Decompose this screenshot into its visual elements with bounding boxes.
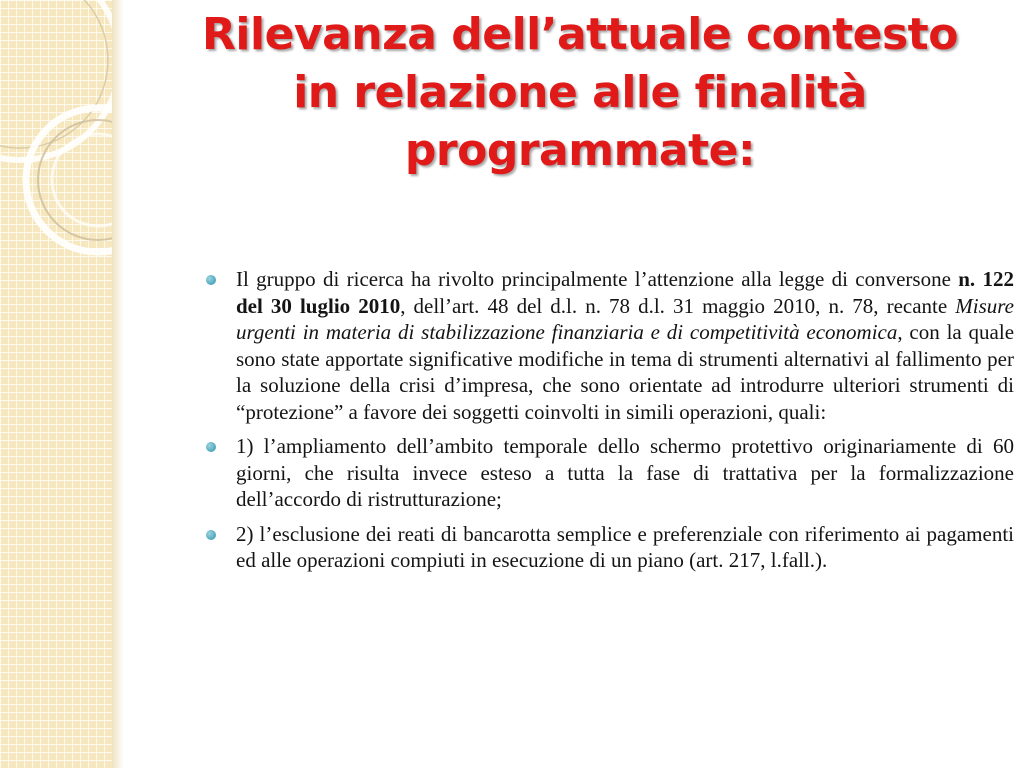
- title-line-1: Rilevanza dell’attuale contesto: [202, 9, 958, 60]
- sidebar-edge: [112, 0, 124, 768]
- decorative-sidebar: [0, 0, 112, 768]
- title-line-3: programmate:: [404, 125, 756, 176]
- bullet-2-text: 1) l’ampliamento dell’ambito temporale dello schermo protettivo originariamente di 60 giorni, che risulta invece esteso a tutta la fase di trattativa per la formalizzazione dell’accordo di ristrutturazione;: [236, 434, 1014, 511]
- bullet-dot-icon: [206, 530, 216, 540]
- bullet-dot-icon: [206, 275, 216, 285]
- bullet-dot-icon: [206, 442, 216, 452]
- bullet-1-text-c: , dell’art. 48 del d.l. n. 78 d.l. 31 maggio 2010, n. 78, recante: [400, 293, 956, 318]
- bullet-1-text-a: Il gruppo di ricerca ha rivolto principalmente l’attenzione alla legge di conversone: [236, 267, 959, 291]
- bullet-item-2: [206, 433, 1014, 513]
- bullet-item-1: [206, 266, 1014, 425]
- bullet-item-3: [206, 521, 1014, 574]
- bullet-3-text: 2) l’esclusione dei reati di bancarotta semplice e preferenziale con riferimento ai pagamenti ed alle operazioni compiuti in esecuzione di un piano (art. 217, l.fall.).: [236, 521, 1014, 572]
- bullet-1-text-e: , con la quale sono state apportate significative modifiche in tema di strumenti alternativi al fallimento per la soluzione della crisi d’impresa, che sono orientate ad introdurre ulteriori strumenti di “protezione” a favore dei soggetti coinvolti in simili operazioni, quali:: [236, 320, 1015, 424]
- bullet-list: [206, 266, 1014, 582]
- bullet-1-text-italic: Misure urgenti in materia di stabilizzazione finanziaria e di competitività economica: [236, 293, 1014, 344]
- title-line-2: in relazione alle finalità: [293, 67, 867, 118]
- decorative-rings: [0, 0, 112, 768]
- bullet-1-text-bold: n. 122 del 30 luglio 2010: [236, 267, 1015, 318]
- slide-title: [150, 6, 1010, 180]
